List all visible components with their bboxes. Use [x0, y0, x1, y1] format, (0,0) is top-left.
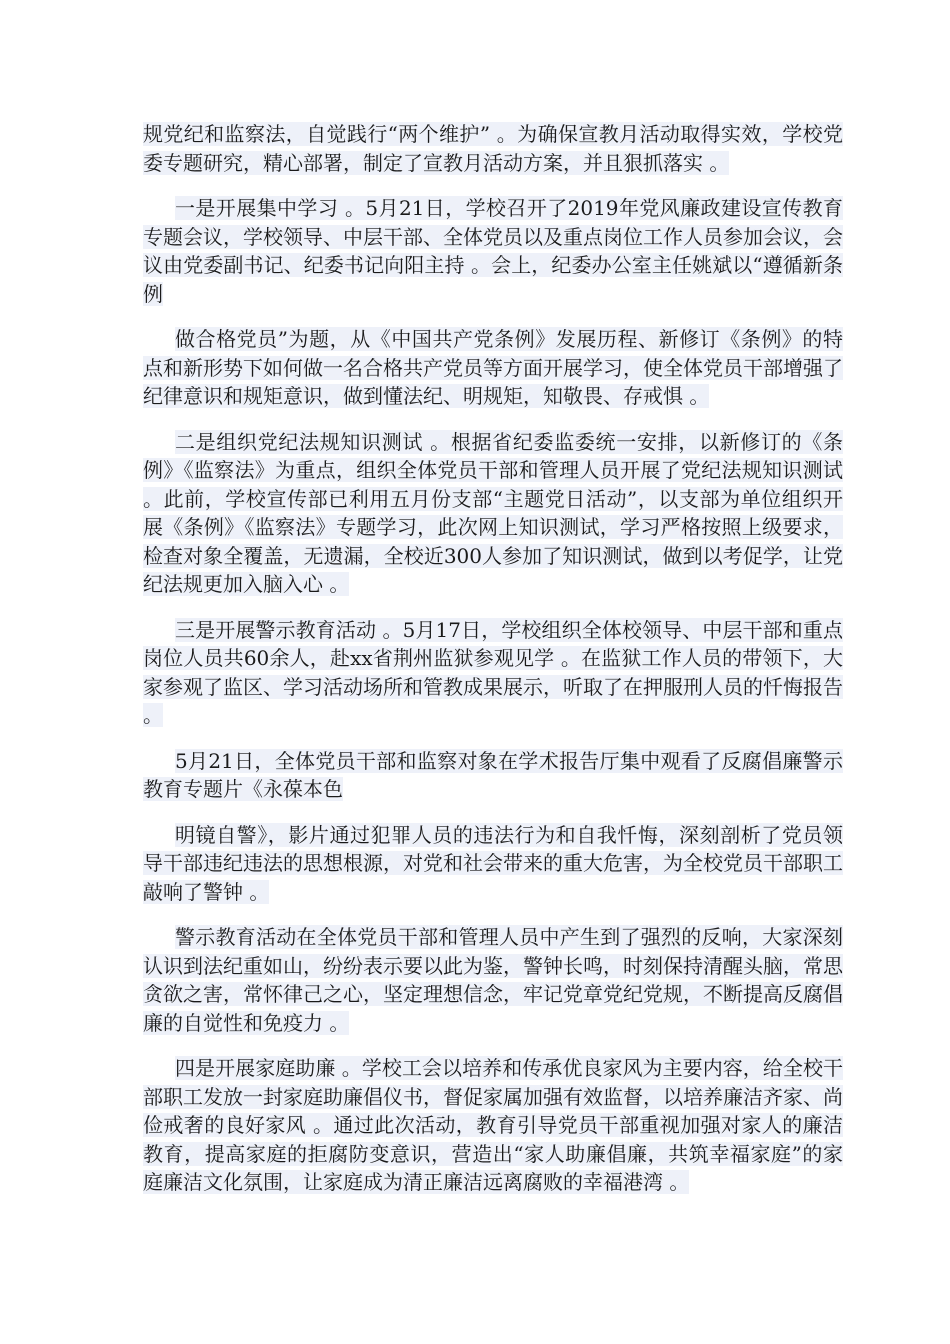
paragraph-warning-education	[143, 616, 843, 730]
paragraph-text: 三是开展警示教育活动 。5月17日，学校组织全体校领导、中层干部和重点岗位人员共60余人，赴xx省荆州监狱参观见学 。在监狱工作人员的带领下，大家参观了监区、学习活动场所和管教成果展示，听取了在押服刑人员的忏悔报告 。	[143, 617, 843, 727]
paragraph-film-viewing	[143, 747, 843, 804]
paragraph-knowledge-test	[143, 428, 843, 599]
document-body	[143, 120, 843, 1214]
paragraph-continuation	[143, 120, 843, 177]
paragraph-qualified-member	[143, 325, 843, 411]
paragraph-film-impact	[143, 821, 843, 907]
paragraph-family-integrity	[143, 1054, 843, 1197]
paragraph-education-effect	[143, 923, 843, 1037]
paragraph-text: 规党纪和监察法，自觉践行“两个维护” 。为确保宣教月活动取得实效，学校党委专题研究，精心部署，制定了宣教月活动方案，并且狠抓落实 。	[143, 122, 843, 175]
paragraph-text: 做合格党员”为题，从《中国共产党条例》发展历程、新修订《条例》的特点和新形势下如何做一名合格共产党员等方面开展学习，使全体党员干部增强了纪律意识和规矩意识，做到懂法纪、明规矩，知敬畏、存戒惧 。	[143, 327, 843, 408]
paragraph-text: 二是组织党纪法规知识测试 。根据省纪委监委统一安排，以新修订的《条例》《监察法》为重点，组织全体党员干部和管理人员开展了党纪法规知识测试 。此前，学校宣传部已利用五月份支部“主题党日活动”，以支部为单位组织开展《条例》《监察法》专题学习，此次网上知识测试，学习严格按照上级要求，检查对象全覆盖，无遗漏，全校近300人参加了知识测试，做到以考促学，让党纪法规更加入脑入心 。	[143, 429, 843, 596]
paragraph-text: 警示教育活动在全体党员干部和管理人员中产生到了强烈的反响，大家深刻认识到法纪重如山，纷纷表示要以此为鉴，警钟长鸣，时刻保持清醒头脑，常思贪欲之害，常怀律己之心，坚定理想信念，牢记党章党纪党规，不断提高反腐倡廉的自觉性和免疫力 。	[143, 925, 843, 1035]
paragraph-text: 5月21日，全体党员干部和监察对象在学术报告厅集中观看了反腐倡廉警示教育专题片《永葆本色	[143, 748, 843, 801]
paragraph-text: 一是开展集中学习 。5月21日，学校召开了2019年党风廉政建设宣传教育专题会议，学校领导、中层干部、全体党员以及重点岗位工作人员参加会议，会议由党委副书记、纪委书记向阳主持 。会上，纪委办公室主任姚斌以“遵循新条例	[143, 196, 843, 306]
paragraph-text: 明镜自警》，影片通过犯罪人员的违法行为和自我忏悔，深刻剖析了党员领导干部违纪违法的思想根源，对党和社会带来的重大危害，为全校党员干部职工敲响了警钟 。	[143, 822, 843, 904]
paragraph-text: 四是开展家庭助廉 。学校工会以培养和传承优良家风为主要内容，给全校干部职工发放一封家庭助廉倡仪书，督促家属加强有效监督，以培养廉洁齐家、尚俭戒奢的良好家风 。通过此次活动，教育引导党员干部重视加强对家人的廉洁教育，提高家庭的拒腐防变意识，营造出“家人助廉倡廉，共筑幸福家庭”的家庭廉洁文化氛围，让家庭成为清正廉洁远离腐败的幸福港湾 。	[143, 1056, 843, 1194]
paragraph-concentrated-study	[143, 194, 843, 308]
